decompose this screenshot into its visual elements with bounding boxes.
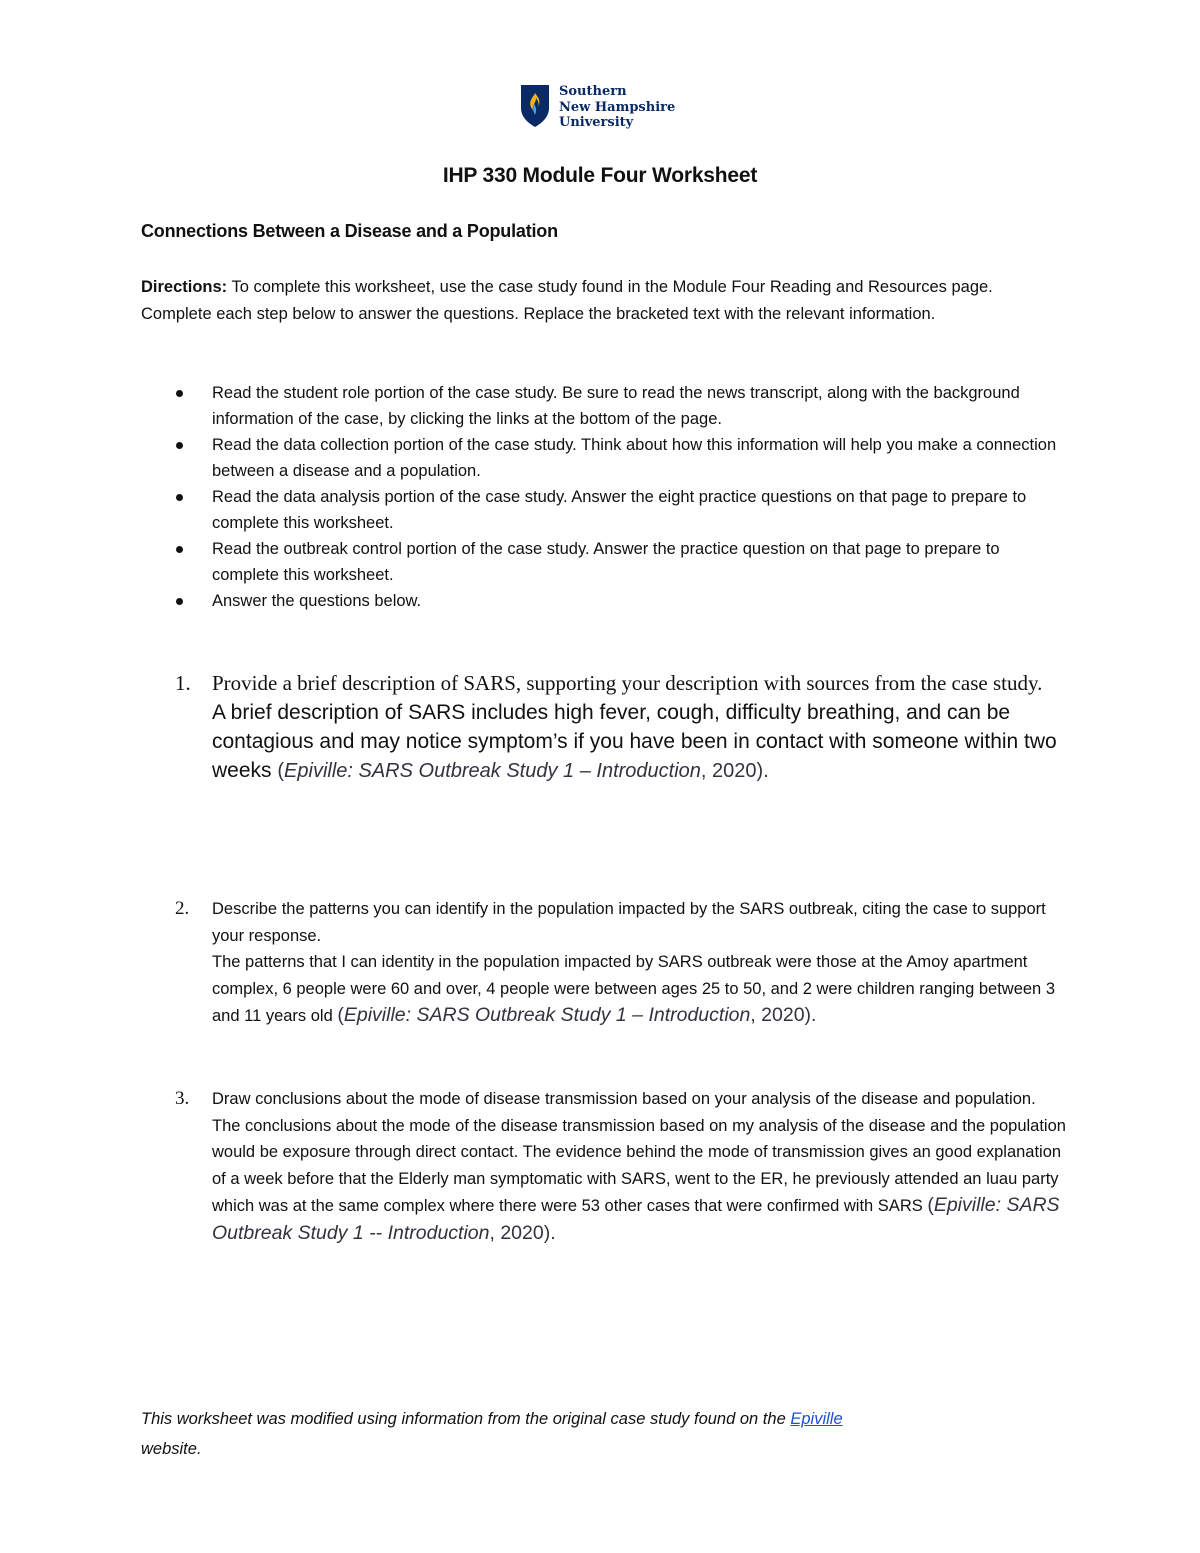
list-item-text: Read the outbreak control portion of the case study. Answer the practice question on that page to prepare to complete this worksheet. <box>212 540 1000 584</box>
answer-text <box>212 698 1071 786</box>
directions-label: Directions: <box>141 278 228 296</box>
list-item <box>141 484 1071 536</box>
list-item-text: Read the student role portion of the case study. Be sure to read the news transcript, along with the background information of the case, by clicking the links at the bottom of the page. <box>212 384 1020 428</box>
section-subtitle: Connections Between a Disease and a Population <box>141 221 558 241</box>
list-item <box>141 588 1071 614</box>
footer-note <box>141 1404 1041 1464</box>
question-prompt: Describe the patterns you can identify in the population impacted by the SARS outbreak, citing the case to support your response. <box>212 900 1046 945</box>
question-number: 1. <box>175 671 191 695</box>
answer-text <box>212 1113 1071 1248</box>
question-number: 3. <box>175 1088 190 1109</box>
answer-text <box>212 949 1071 1030</box>
bullet-icon <box>176 598 183 605</box>
logo-wordmark <box>559 84 675 131</box>
answer-body: A brief description of SARS includes high fever, cough, difficulty breathing, and can be contagious and may notice symptom’s if you have been in contact with someone within two weeks <box>212 701 1057 782</box>
footer-text-end: website. <box>141 1440 202 1458</box>
list-item-text: Read the data collection portion of the case study. Think about how this information will help you make a connection between a disease and a population. <box>212 436 1057 480</box>
list-item <box>141 536 1071 588</box>
question-2 <box>141 896 1071 1030</box>
bullet-icon <box>176 494 183 501</box>
citation-close: , 2020). <box>700 760 769 782</box>
citation-close: , 2020). <box>750 1004 817 1026</box>
bullet-icon <box>176 442 183 449</box>
list-item <box>141 380 1071 432</box>
citation-open: ( <box>927 1194 934 1216</box>
question-number: 2. <box>175 898 190 919</box>
answer-body: The patterns that I can identity in the population impacted by SARS outbreak were those at the Amoy apartment complex, 6 people were 60 and over, 4 people were between ages 25 to 50, and 2 were children ranging between 3 and 11 years old <box>212 953 1055 1025</box>
question-3 <box>141 1086 1071 1247</box>
bullet-icon <box>176 390 183 397</box>
list-item-text: Answer the questions below. <box>212 592 422 610</box>
bullet-icon <box>176 546 183 553</box>
citation <box>337 1004 816 1026</box>
question-1 <box>141 670 1071 786</box>
list-item <box>141 432 1071 484</box>
question-prompt: Draw conclusions about the mode of disease transmission based on your analysis of the disease and population. <box>212 1090 1036 1108</box>
university-logo <box>520 84 690 134</box>
list-item-text: Read the data analysis portion of the case study. Answer the eight practice questions on that page to prepare to complete this worksheet. <box>212 488 1027 532</box>
footer-text: This worksheet was modified using information from the original case study found on the <box>141 1410 791 1428</box>
question-prompt: Provide a brief description of SARS, supporting your description with sources from the case study. <box>212 671 1043 695</box>
logo-line: University <box>559 115 634 130</box>
citation-title: Epiville: SARS Outbreak Study 1 – Introduction <box>284 760 701 782</box>
citation-open: ( <box>337 1004 344 1026</box>
citation <box>277 760 768 782</box>
directions-paragraph <box>141 274 1041 327</box>
citation-open: ( <box>277 760 285 782</box>
citation-close: , 2020). <box>489 1221 556 1244</box>
citation-title: Epiville: SARS Outbreak Study 1 – Introduction <box>343 1004 751 1026</box>
page-title: IHP 330 Module Four Worksheet <box>442 164 758 187</box>
shield-flame-icon <box>520 84 550 128</box>
logo-line: Southern <box>559 84 627 99</box>
logo-line: New Hampshire <box>559 99 676 115</box>
answer-body: The conclusions about the mode of the disease transmission based on my analysis of the disease and the population would be exposure through direct contact. The evidence behind the mode of transmission gives an good explanation of a week before that the Elderly man symptomatic with SARS, went to the ER, he previously attended an luau party which was at the same complex where there were 53 other cases that were confirmed with SARS <box>212 1116 1066 1215</box>
citation-title: Epiville: SARS Outbreak Study 1 -- Introduction <box>212 1194 1060 1244</box>
instruction-list <box>141 380 1071 614</box>
directions-text: To complete this worksheet, use the case study found in the Module Four Reading and Resources page. Complete each step below to answer the questions. Replace the bracketed text with the relevant information. <box>141 278 993 323</box>
epiville-link[interactable]: Epiville <box>790 1410 843 1428</box>
